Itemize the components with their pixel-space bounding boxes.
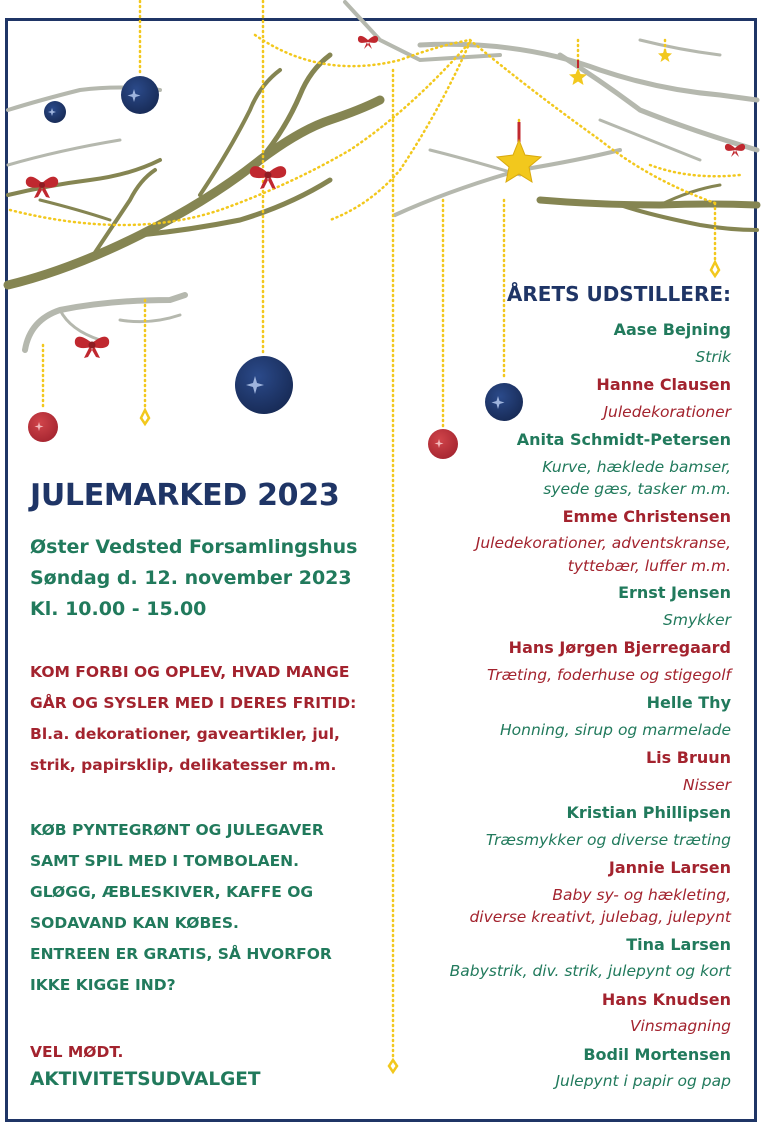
exhibitor-item <box>331 931 731 986</box>
intro-paragraph <box>30 657 356 781</box>
exhibitor-name: Bodil Mortensen <box>583 1044 731 1064</box>
exhibitor-item <box>331 579 731 634</box>
exhibitor-description: Julepynt i papir og pap <box>555 1072 731 1090</box>
red-bow-lower-left <box>75 337 109 358</box>
exhibitor-item <box>331 986 731 1041</box>
intro-line: Bl.a. dekorationer, gaveartikler, jul, <box>30 725 340 743</box>
exhibitor-name: Tina Larsen <box>626 934 731 954</box>
intro-line: GÅR OG SYSLER MED I DERES FRITID: <box>30 694 357 712</box>
exhibitor-item <box>331 316 731 371</box>
exhibitor-name: Helle Thy <box>646 693 731 712</box>
event-details <box>30 532 357 625</box>
info-line: GLØGG, ÆBLESKIVER, KAFFE OG <box>30 883 314 901</box>
exhibitor-description: Smykker <box>663 610 731 629</box>
exhibitors-list <box>331 316 731 1096</box>
exhibitor-name: Hanne Clausen <box>596 375 731 394</box>
exhibitor-item <box>331 371 731 426</box>
exhibitor-description: Juledekorationer, adventskranse, tyttebær, luffer m.m. <box>475 534 731 575</box>
info-line: SODAVAND KAN KØBES. <box>30 914 239 932</box>
exhibitor-name: Kristian Phillipsen <box>566 803 731 822</box>
info-line: ENTREEN ER GRATIS, SÅ HVORFOR <box>30 945 332 963</box>
event-time: Kl. 10.00 - 15.00 <box>30 598 207 620</box>
exhibitor-item <box>331 799 731 854</box>
exhibitor-description: Strik <box>695 347 731 366</box>
closing-greeting: VEL MØDT. <box>30 1043 124 1061</box>
exhibitor-description: Juledekorationer <box>603 402 731 421</box>
exhibitor-name: Lis Bruun <box>645 748 731 767</box>
navy-bauble-top <box>121 76 159 114</box>
exhibitor-name: Ernst Jensen <box>618 583 731 602</box>
exhibitor-item <box>331 854 731 931</box>
red-bauble-left <box>28 412 58 442</box>
info-line: SAMT SPIL MED I TOMBOLAEN. <box>30 852 300 870</box>
exhibitor-item <box>331 503 731 580</box>
info-paragraph <box>30 815 332 1001</box>
red-bow-top <box>358 36 378 49</box>
navy-bauble-large <box>235 356 293 414</box>
exhibitor-item <box>331 426 731 503</box>
exhibitor-name: Hans Knudsen <box>601 989 731 1009</box>
info-line: KØB PYNTEGRØNT OG JULEGAVER <box>30 821 324 839</box>
closing-signature: AKTIVITETSUDVALGET <box>30 1069 261 1090</box>
exhibitor-name: Anita Schmidt-Petersen <box>516 430 731 449</box>
exhibitor-description: Baby sy- og hækleting, diverse kreativt, julebag, julepynt <box>469 885 731 926</box>
navy-bauble-small <box>44 101 66 123</box>
event-date: Søndag d. 12. november 2023 <box>30 567 352 589</box>
exhibitors-heading: ÅRETS UDSTILLERE: <box>506 282 731 306</box>
red-bow-top-middle <box>250 166 286 189</box>
gold-star-tiny <box>658 48 672 62</box>
exhibitor-name: Hans Jørgen Bjerregaard <box>508 638 731 657</box>
exhibitor-item <box>331 1041 731 1096</box>
info-line: IKKE KIGGE IND? <box>30 976 176 994</box>
exhibitor-item <box>331 744 731 799</box>
event-venue: Øster Vedsted Forsamlingshus <box>30 536 358 558</box>
exhibitor-description: Træsmykker og diverse træting <box>485 830 731 849</box>
exhibitor-description: Kurve, hæklede bamser, syede gæs, tasker m.m. <box>542 457 731 498</box>
exhibitor-description: Vinsmagning <box>629 1017 731 1035</box>
exhibitor-name: Emme Christensen <box>562 506 731 526</box>
exhibitor-name: Aase Bejning <box>613 320 731 339</box>
exhibitor-description: Honning, sirup og marmelade <box>500 720 731 739</box>
exhibitor-description: Nisser <box>683 775 731 794</box>
intro-line: KOM FORBI OG OPLEV, HVAD MANGE <box>30 663 350 681</box>
exhibitor-description: Babystrik, div. strik, julepynt og kort <box>449 962 731 980</box>
exhibitor-name: Jannie Larsen <box>608 858 731 877</box>
exhibitor-description: Træting, foderhuse og stigegolf <box>486 665 731 684</box>
intro-line: strik, papirsklip, delikatesser m.m. <box>30 756 337 774</box>
exhibitor-item <box>331 689 731 744</box>
closing <box>30 1038 261 1094</box>
exhibitor-item <box>331 634 731 689</box>
event-title: JULEMARKED 2023 <box>30 478 340 513</box>
